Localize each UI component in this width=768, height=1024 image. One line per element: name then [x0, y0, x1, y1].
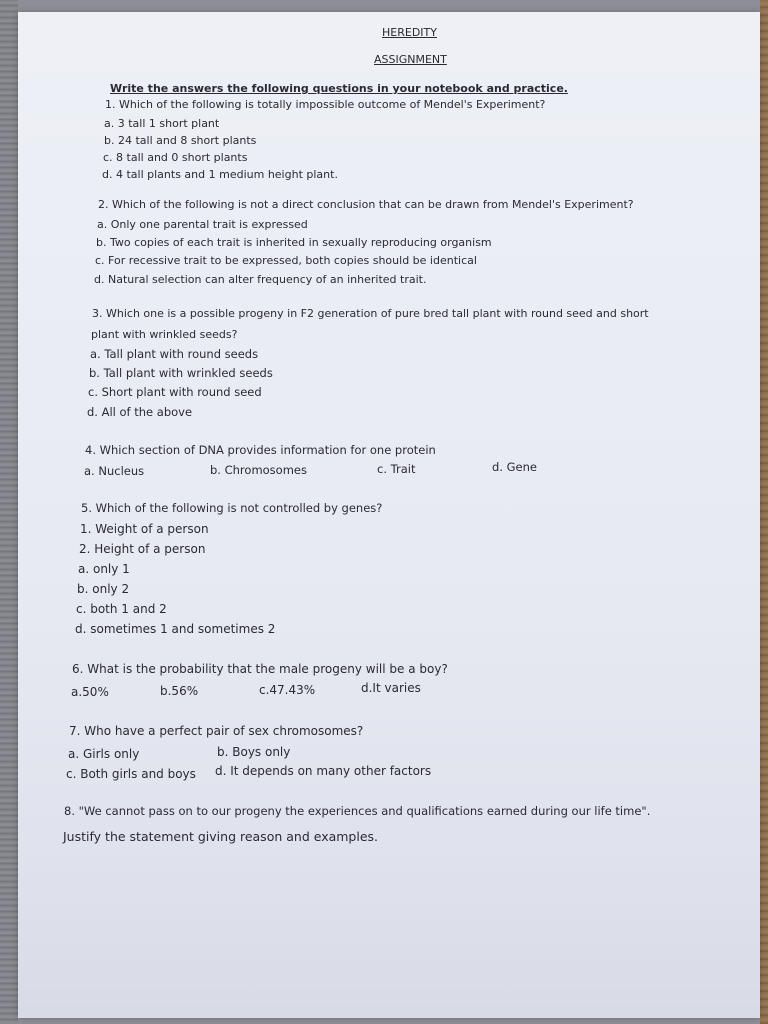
q6-option-c: c.47.43% — [259, 683, 316, 697]
q4-option-c: c. Trait — [377, 462, 416, 476]
q2-option-c: c. For recessive trait to be expressed, both copies should be identical — [95, 254, 477, 267]
q4-option-b: b. Chromosomes — [210, 463, 307, 477]
background-surface-left — [0, 0, 18, 1024]
question-8-line-2: Justify the statement giving reason and examples. — [63, 829, 379, 844]
q5-option-d: d. sometimes 1 and sometimes 2 — [75, 622, 276, 636]
document-subtitle: ASSIGNMENT — [374, 53, 447, 66]
q7-option-a: a. Girls only — [68, 747, 140, 761]
instruction-text: Write the answers the following questions in your notebook and practice. — [110, 82, 568, 95]
q2-option-b: b. Two copies of each trait is inherited in sexually reproducing organism — [96, 236, 492, 249]
q2-option-d: d. Natural selection can alter frequency of an inherited trait. — [94, 273, 427, 286]
q7-option-c: c. Both girls and boys — [66, 767, 196, 781]
q3-option-c: c. Short plant with round seed — [88, 385, 262, 399]
q4-option-a: a. Nucleus — [84, 464, 145, 478]
question-1: 1. Which of the following is totally impossible outcome of Mendel's Experiment? — [105, 98, 546, 111]
question-8-line-1: 8. "We cannot pass on to our progeny the experiences and qualifications earned during our life time". — [64, 804, 651, 818]
q4-option-d: d. Gene — [492, 460, 537, 474]
q5-option-b: b. only 2 — [77, 582, 130, 596]
q3-option-b: b. Tall plant with wrinkled seeds — [89, 366, 273, 380]
q7-option-b: b. Boys only — [217, 745, 291, 759]
q1-option-b: b. 24 tall and 8 short plants — [104, 134, 257, 147]
question-3-line-1: 3. Which one is a possible progeny in F2 generation of pure bred tall plant with round seed and short — [92, 307, 649, 320]
assignment-sheet — [18, 12, 760, 1018]
q6-option-a: a.50% — [71, 685, 109, 699]
q3-option-a: a. Tall plant with round seeds — [90, 347, 259, 361]
document-title: HEREDITY — [382, 26, 437, 39]
q1-option-c: c. 8 tall and 0 short plants — [103, 151, 248, 164]
q6-option-d: d.It varies — [361, 681, 421, 695]
question-7: 7. Who have a perfect pair of sex chromosomes? — [69, 724, 364, 738]
background-surface-right — [760, 0, 768, 1024]
q6-option-b: b.56% — [160, 684, 199, 698]
question-4: 4. Which section of DNA provides information for one protein — [85, 443, 436, 457]
question-6: 6. What is the probability that the male progeny will be a boy? — [72, 662, 448, 676]
question-5: 5. Which of the following is not controlled by genes? — [81, 501, 383, 515]
q3-option-d: d. All of the above — [87, 405, 193, 419]
q5-option-c: c. both 1 and 2 — [76, 602, 167, 616]
q5-option-a: a. only 1 — [78, 562, 130, 576]
q7-option-d: d. It depends on many other factors — [215, 764, 432, 778]
q5-statement-1: 1. Weight of a person — [80, 522, 209, 536]
q2-option-a: a. Only one parental trait is expressed — [97, 218, 308, 231]
q1-option-d: d. 4 tall plants and 1 medium height plant. — [102, 168, 338, 181]
q5-statement-2: 2. Height of a person — [79, 542, 206, 556]
question-2: 2. Which of the following is not a direct conclusion that can be drawn from Mendel's Experiment? — [98, 198, 634, 211]
question-3-line-2: plant with wrinkled seeds? — [91, 328, 238, 341]
q1-option-a: a. 3 tall 1 short plant — [104, 117, 220, 130]
